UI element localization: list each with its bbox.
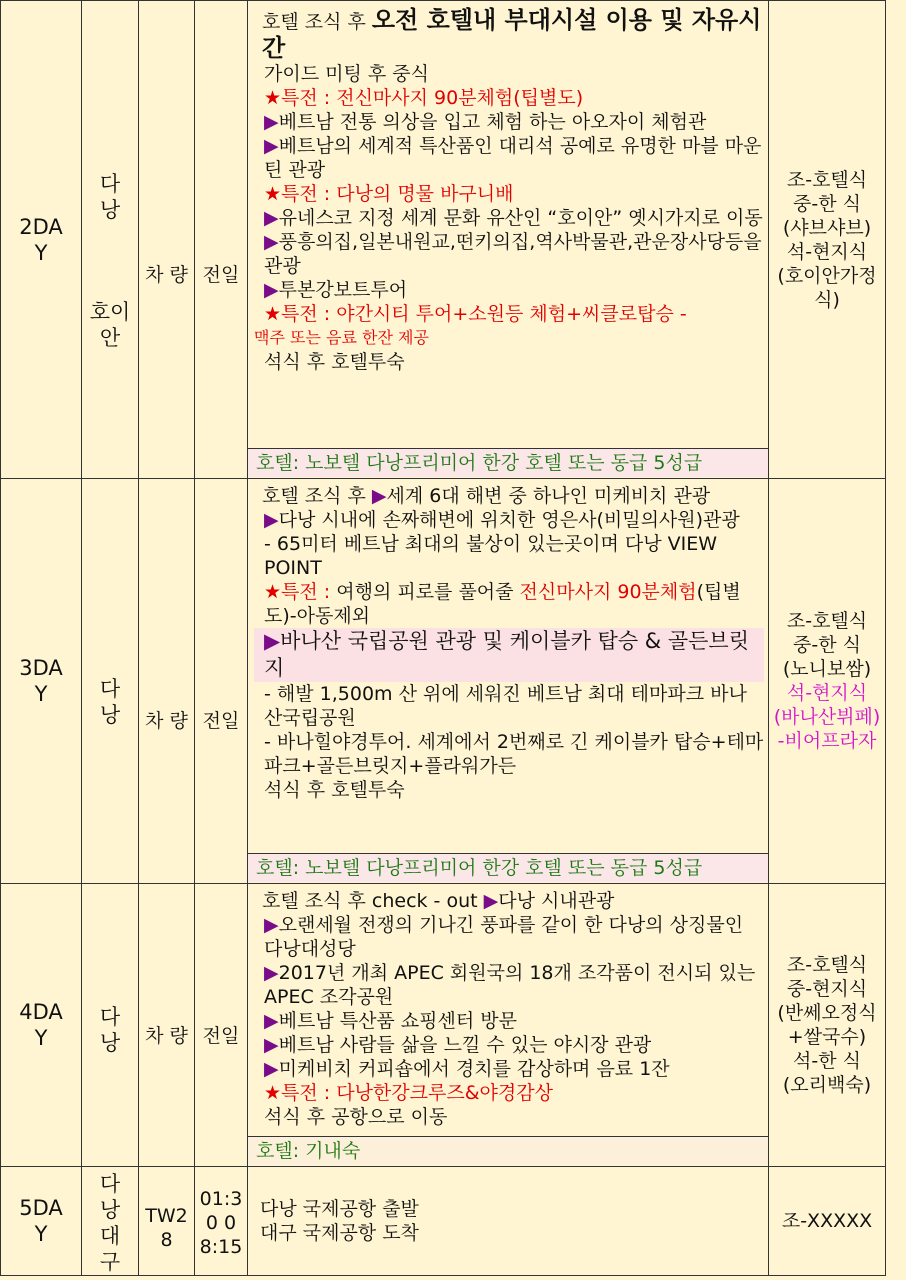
arrow-icon: ▶ (264, 111, 279, 133)
day-label: 4DAY (19, 1000, 63, 1050)
hotel-line: 호텔: 노보텔 다낭프리미어 한강 호텔 또는 동급 5성급 (248, 448, 768, 477)
table-row (1, 1167, 886, 1276)
time-cell (195, 884, 248, 1167)
city-cell (82, 884, 139, 1167)
table-row (1, 884, 886, 1167)
city-cell (82, 479, 139, 884)
line-text: 세계 6대 해변 중 하나인 미케비치 관광 (386, 485, 711, 507)
meal-line: -비어프라자 (777, 730, 877, 752)
meal-line: (노니보쌈) (782, 658, 872, 680)
time-label: 전일 (202, 263, 240, 286)
meal-line: (오리백숙) (782, 1074, 872, 1096)
hotel-line: 호텔: 노보텔 다낭프리미어 한강 호텔 또는 동급 5성급 (248, 853, 768, 882)
line-text: ★특전 : (264, 581, 337, 603)
meal-line: 석-한 식 (793, 1050, 861, 1072)
special-line: ★특전 : 다낭의 명물 바구니배 (264, 183, 514, 205)
special-line: ★특전 : 다낭한강크루즈&야경감상 (264, 1082, 553, 1104)
meal-line: 중-한 식 (793, 634, 861, 656)
schedule-cell (248, 1, 769, 479)
schedule-cell (248, 1167, 769, 1276)
schedule-line (254, 961, 764, 1009)
line-text: 풍흥의집,일본내원교,떤키의집,역사박물관,관운장사당등을 관광 (264, 231, 762, 277)
line-text: 베트남의 세계적 특산품인 대리석 공예로 유명한 마블 마운틴 관광 (264, 135, 762, 181)
meal-line: 조-XXXXX (781, 1210, 873, 1232)
meal-line: 석-현지식 (786, 240, 868, 263)
schedule-line (254, 110, 764, 134)
transport-label: 차 량 (145, 1025, 188, 1047)
transport-cell (139, 1, 195, 479)
arrow-icon: ▶ (264, 629, 281, 653)
day-cell (1, 884, 82, 1167)
line-text: 다낭 시내에 손짜해변에 위치한 영은사(비밀의사원)관광 (278, 509, 740, 531)
arrow-icon: ▶ (264, 914, 279, 936)
special-line: ★특전 : 전신마사지 90분체험(팁별도) (264, 87, 584, 109)
day-label: 3DAY (19, 656, 63, 706)
meal-line: 중-한 식 (793, 192, 861, 215)
line-text: 베트남 특산품 쇼핑센터 방문 (278, 1010, 517, 1032)
schedule-line (254, 134, 764, 182)
schedule-line: 석식 후 호텔투숙 (264, 351, 405, 373)
line-text: 호텔 조식 후 (262, 11, 372, 33)
city-label: 다낭 (99, 1005, 121, 1055)
city-label: 다낭대구 (99, 1172, 121, 1274)
time-label: 01:30 08:15 (199, 1188, 243, 1258)
arrow-icon: ▶ (264, 1034, 279, 1056)
line-text: 여행의 피로를 풀어줄 (336, 581, 520, 603)
highlight-line (254, 628, 764, 682)
schedule-line (254, 278, 764, 302)
time-cell (195, 479, 248, 884)
line-text: 전신마사지 90분체험 (519, 581, 697, 603)
day-label: 5DAY (19, 1196, 63, 1246)
line-text: 호텔 조식 후 (262, 485, 372, 507)
arrow-icon: ▶ (371, 485, 387, 507)
arrow-icon: ▶ (264, 1010, 279, 1032)
meal-line: (바나산뷔페) (773, 706, 881, 728)
special-line: 맥주 또는 음료 한잔 제공 (254, 328, 429, 347)
line-text: 미케비치 커피숍에서 경치를 감상하며 음료 1잔 (278, 1058, 670, 1080)
meal-line: 조-호텔식 (786, 610, 868, 632)
meal-line: 조-호텔식 (786, 954, 868, 976)
city-cell (82, 1, 139, 479)
day-cell (1, 479, 82, 884)
time-cell (195, 1, 248, 479)
schedule-line: - 해발 1,500m 산 위에 세워진 베트남 최대 테마파크 바나산국립공원 (264, 683, 747, 729)
schedule-line (254, 484, 764, 508)
meal-line: (샤브샤브) (782, 216, 872, 239)
transport-label: 차 량 (145, 710, 188, 732)
line-text: (팁별도)-아동제외 (264, 581, 741, 627)
meal-line: (반쎄오정식+쌀국수) (777, 1002, 877, 1048)
table-row (1, 1, 886, 479)
city-label: 다낭 (99, 171, 121, 222)
schedule-line (254, 889, 764, 913)
schedule-line: - 바나힐야경투어. 세계에서 2번째로 긴 케이블카 탑승+테마파크+골든브릿지+플라워가든 (264, 731, 764, 777)
day-label: 2DAY (19, 214, 63, 265)
transport-cell (139, 1167, 195, 1276)
line-text: 투본강보트투어 (278, 279, 408, 301)
line-text: 바나산 국립공원 관광 및 케이블카 탑승 & 골든브릿지 (264, 629, 749, 680)
arrow-icon: ▶ (264, 962, 279, 984)
transport-cell (139, 884, 195, 1167)
arrow-icon: ▶ (483, 890, 499, 912)
meal-line: (호이안가정식) (777, 264, 877, 311)
time-label: 전일 (202, 710, 240, 732)
schedule-line (254, 6, 764, 62)
meal-cell (769, 479, 886, 884)
arrow-icon: ▶ (264, 207, 279, 229)
schedule-line: - 65미터 베트남 최대의 불상이 있는곳이며 다낭 VIEW POINT (264, 533, 718, 579)
schedule-line: 석식 후 호텔투숙 (264, 779, 405, 801)
table-row (1, 479, 886, 884)
transport-cell (139, 479, 195, 884)
schedule-line: 가이드 미팅 후 중식 (264, 63, 429, 85)
meal-line: 조-호텔식 (786, 168, 868, 191)
schedule-line (254, 1057, 764, 1081)
schedule-line: 다낭 국제공항 출발 (260, 1198, 419, 1220)
time-label: 전일 (202, 1025, 240, 1047)
schedule-line: 석식 후 공항으로 이동 (264, 1106, 448, 1128)
meal-line: 석-현지식 (786, 682, 868, 704)
schedule-line (254, 230, 764, 278)
city-label: 호이안 (89, 299, 131, 350)
meal-cell (769, 1167, 886, 1276)
schedule-line (254, 1033, 764, 1057)
arrow-icon: ▶ (264, 279, 279, 301)
schedule-line (254, 508, 764, 532)
day-cell (1, 1, 82, 479)
line-text: 호텔 조식 후 check - out (262, 890, 484, 912)
special-line: ★특전 : 야간시티 투어+소원등 체험+씨클로탑승 - (264, 303, 687, 325)
line-strong: 오전 호텔내 부대시설 이용 및 자유시간 (262, 6, 762, 62)
meal-cell (769, 884, 886, 1167)
meal-cell (769, 1, 886, 479)
schedule-cell (248, 479, 769, 884)
hotel-line: 호텔: 기내숙 (248, 1136, 768, 1165)
line-text: 다낭 시내관광 (498, 890, 615, 912)
line-text: 유네스코 지정 세계 문화 유산인 “호이안” 옛시가지로 이동 (278, 207, 763, 229)
special-line (254, 580, 764, 628)
schedule-line (254, 206, 764, 230)
arrow-icon: ▶ (264, 231, 279, 253)
line-text: 베트남 전통 의상을 입고 체험 하는 아오자이 체험관 (278, 111, 707, 133)
transport-label: TW28 (145, 1205, 188, 1251)
line-text: 베트남 사람들 삶을 느낄 수 있는 야시장 관광 (278, 1034, 652, 1056)
city-label: 다낭 (99, 677, 121, 727)
schedule-line (254, 913, 764, 961)
arrow-icon: ▶ (264, 1058, 279, 1080)
arrow-icon: ▶ (264, 135, 279, 157)
schedule-cell (248, 884, 769, 1167)
line-text: 2017년 개최 APEC 회원국의 18개 조각품이 전시되 있는 APEC 조각공원 (264, 962, 756, 1008)
time-cell (195, 1167, 248, 1276)
day-cell (1, 1167, 82, 1276)
line-text: 오랜세월 전쟁의 기나긴 풍파를 같이 한 다낭의 상징물인 다낭대성당 (264, 914, 744, 960)
transport-label: 차 량 (145, 263, 188, 286)
arrow-icon: ▶ (264, 509, 279, 531)
city-cell (82, 1167, 139, 1276)
schedule-line: 대구 국제공항 도착 (260, 1222, 419, 1244)
schedule-line (254, 1009, 764, 1033)
meal-line: 중-현지식 (786, 978, 868, 1000)
